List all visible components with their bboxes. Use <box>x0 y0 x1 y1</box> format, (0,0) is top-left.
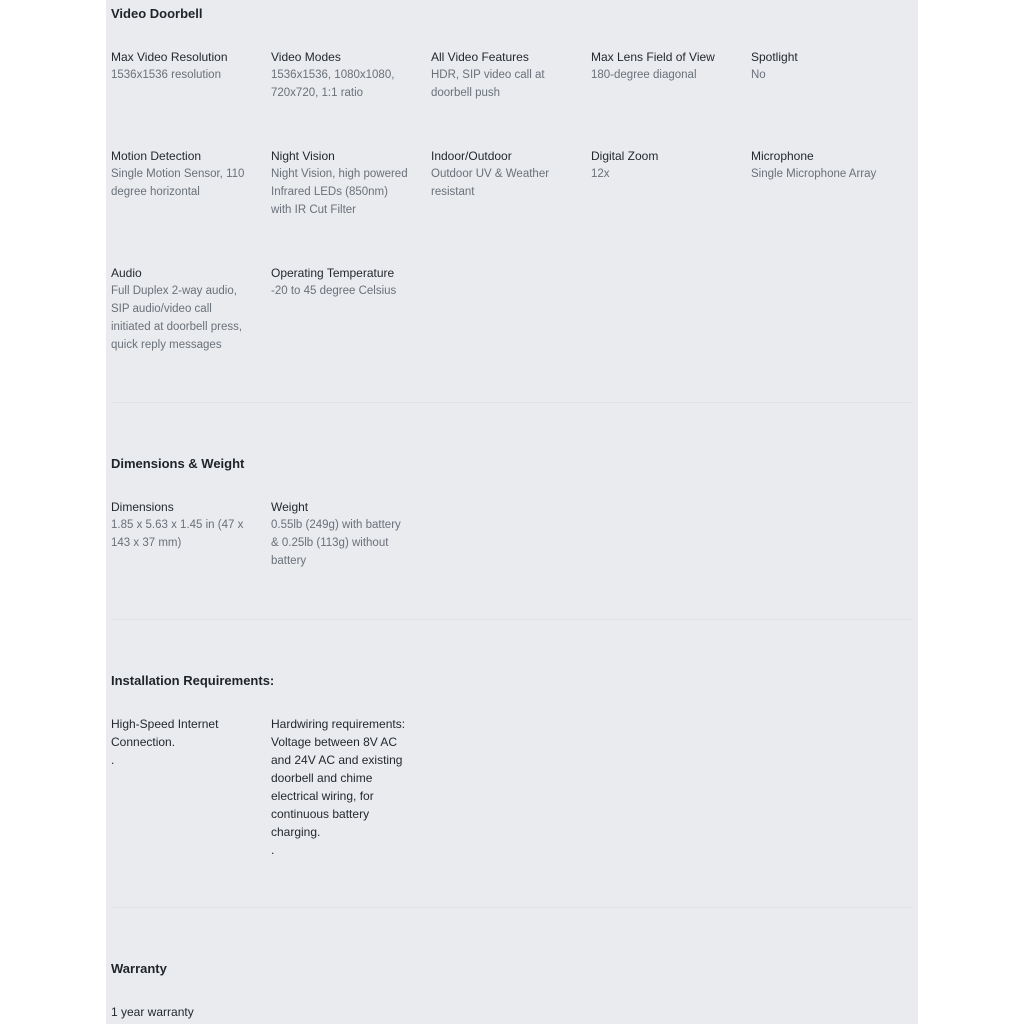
spec-label: Dimensions <box>111 500 174 514</box>
spec-video-modes <box>271 48 411 102</box>
section-installation-requirements <box>111 673 916 873</box>
spec-max-lens-fov <box>591 48 731 84</box>
spec-label: All Video Features <box>431 50 529 64</box>
spec-value: Outdoor UV & Weather resistant <box>431 168 550 198</box>
spec-extra: . <box>111 753 115 767</box>
spec-label: Operating Temperature <box>271 266 395 280</box>
spec-hardwiring-requirement <box>271 715 407 859</box>
spec-all-video-features <box>431 48 571 102</box>
spec-value: 12x <box>591 168 610 180</box>
spec-label: Max Video Resolution <box>111 50 228 64</box>
spec-internet-requirement <box>111 715 241 769</box>
section-dimensions-weight <box>111 456 916 596</box>
section-title: Video Doorbell <box>111 6 203 21</box>
spec-value: 1536x1536, 1080x1080, 720x720, 1:1 ratio <box>271 69 395 99</box>
spec-label: Hardwiring requirements: Voltage between 8V AC and 24V AC and existing doorbell and chime electrical wiring, for continuous battery charging. <box>271 717 406 839</box>
spec-label: Max Lens Field of View <box>591 50 715 64</box>
spec-value: 180-degree diagonal <box>591 69 697 81</box>
section-divider <box>111 402 913 403</box>
spec-label: Indoor/Outdoor <box>431 149 512 163</box>
spec-label: Weight <box>271 500 309 514</box>
spec-microphone <box>751 147 891 183</box>
spec-value: 1.85 x 5.63 x 1.45 in (47 x 143 x 37 mm) <box>111 519 244 549</box>
spec-value: Full Duplex 2-way audio, SIP audio/video call initiated at doorbell press, quick reply messages <box>111 285 243 351</box>
spec-indoor-outdoor <box>431 147 571 201</box>
spec-weight <box>271 498 411 570</box>
section-video-doorbell <box>111 6 916 386</box>
spec-warranty <box>111 1003 251 1021</box>
spec-value: No <box>751 69 766 81</box>
spec-label: Audio <box>111 266 142 280</box>
spec-dimensions <box>111 498 251 552</box>
spec-value: HDR, SIP video call at doorbell push <box>431 69 545 99</box>
section-divider <box>111 619 913 620</box>
section-divider <box>111 907 913 908</box>
section-title: Dimensions & Weight <box>111 456 245 471</box>
spec-panel <box>106 0 918 1024</box>
spec-label: Microphone <box>751 149 814 163</box>
spec-extra: . <box>271 843 275 857</box>
spec-motion-detection <box>111 147 251 201</box>
spec-label: 1 year warranty <box>111 1005 194 1019</box>
spec-label: Digital Zoom <box>591 149 659 163</box>
spec-value: Single Motion Sensor, 110 degree horizontal <box>111 168 245 198</box>
section-title: Warranty <box>111 961 167 976</box>
spec-value: 0.55lb (249g) with battery & 0.25lb (113g) without battery <box>271 519 401 567</box>
spec-label: Video Modes <box>271 50 341 64</box>
spec-operating-temperature <box>271 264 411 300</box>
spec-label: Spotlight <box>751 50 798 64</box>
spec-max-video-resolution <box>111 48 251 84</box>
spec-label: Night Vision <box>271 149 335 163</box>
spec-value: -20 to 45 degree Celsius <box>271 285 397 297</box>
section-title: Installation Requirements: <box>111 673 275 688</box>
spec-digital-zoom <box>591 147 731 183</box>
spec-value: Single Microphone Array <box>751 168 877 180</box>
spec-value: Night Vision, high powered Infrared LEDs (850nm) with IR Cut Filter <box>271 168 408 216</box>
spec-audio <box>111 264 251 354</box>
spec-night-vision <box>271 147 411 219</box>
spec-spotlight <box>751 48 891 84</box>
spec-value: 1536x1536 resolution <box>111 69 221 81</box>
section-warranty <box>111 961 916 1024</box>
spec-label: High-Speed Internet Connection. <box>111 717 219 749</box>
spec-label: Motion Detection <box>111 149 202 163</box>
